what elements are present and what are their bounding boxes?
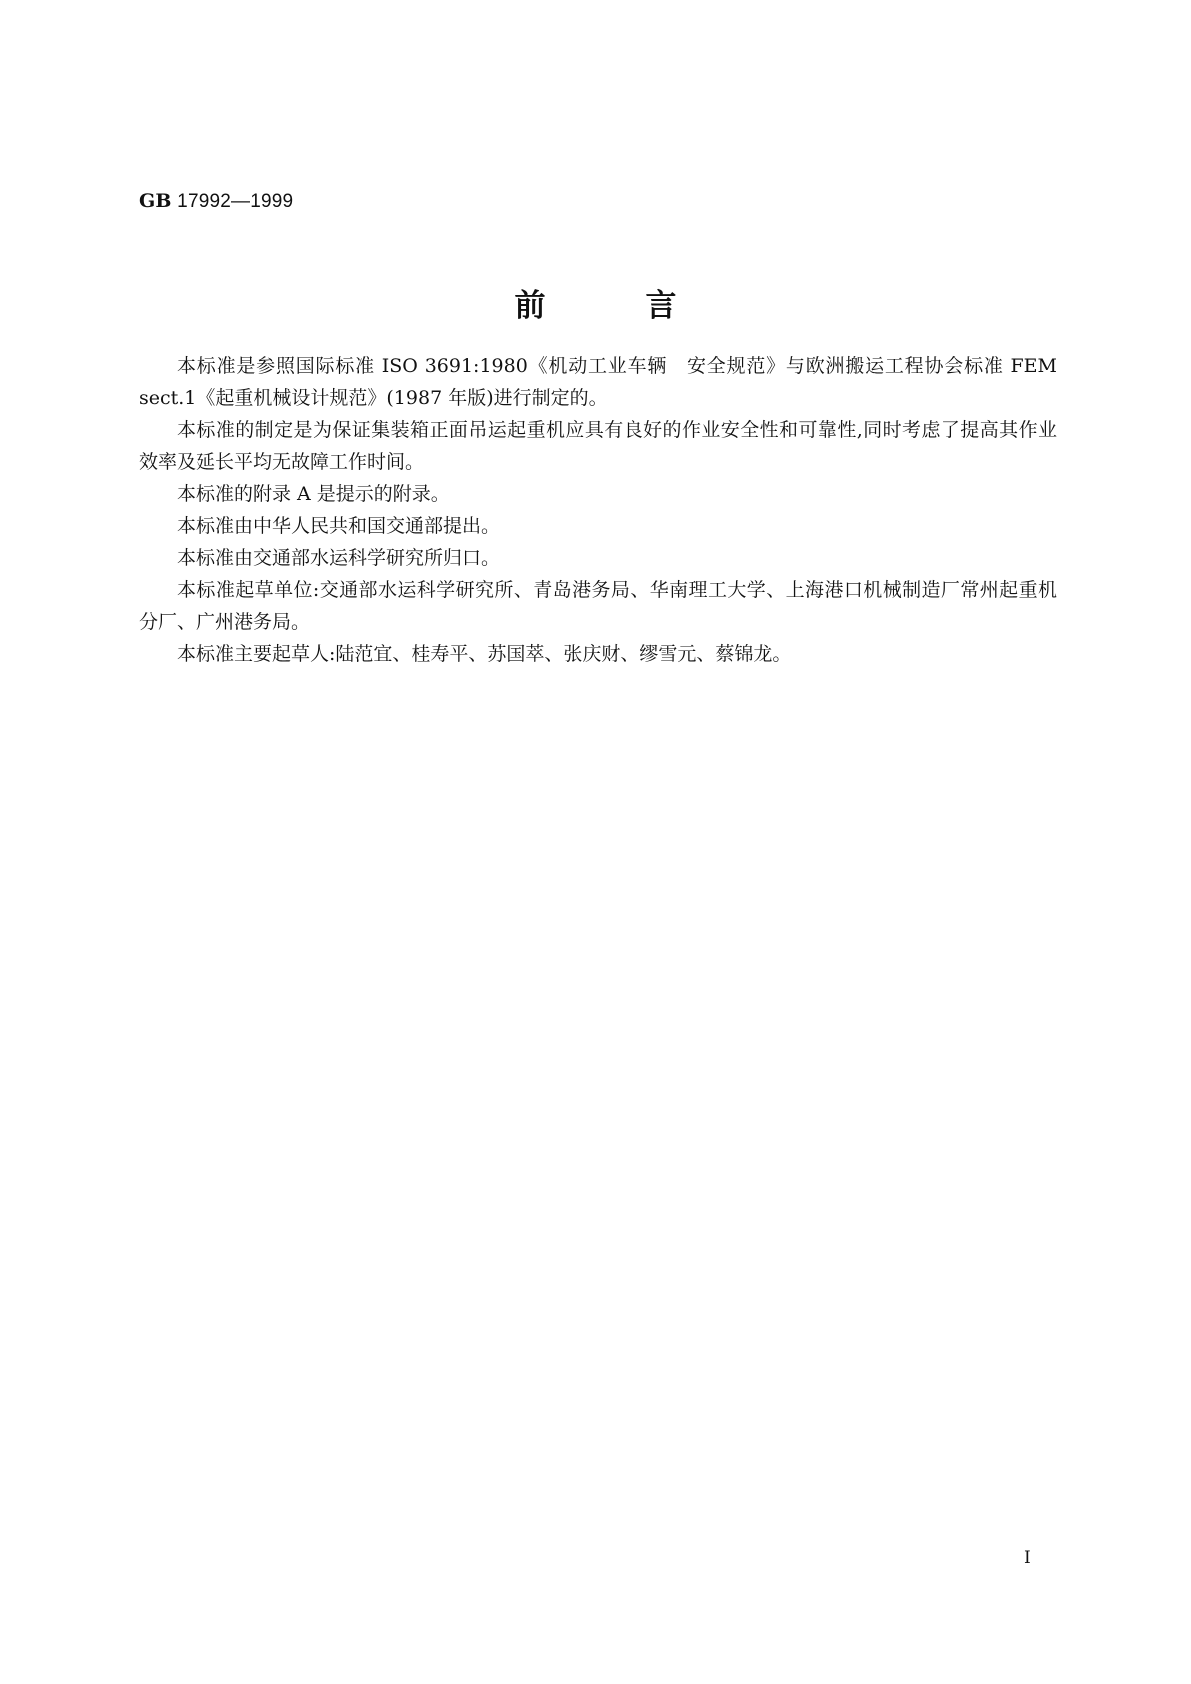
paragraph: 本标准由交通部水运科学研究所归口。: [177, 547, 501, 569]
page-number: I: [1024, 1548, 1031, 1568]
title-char-2: 言: [645, 288, 677, 324]
standard-code: [139, 190, 293, 213]
page-title: [0, 280, 1191, 325]
paragraph: 本标准由中华人民共和国交通部提出。: [177, 515, 501, 537]
paragraph: 本标准的制定是为保证集装箱正面吊运起重机应具有良好的作业安全性和可靠性,同时考虑了提高其作业效率及延长平均无故障工作时间。: [139, 419, 1057, 473]
paragraph: 本标准主要起草人:陆范宜、桂寿平、苏国萃、张庆财、缪雪元、蔡锦龙。: [177, 643, 792, 665]
standard-number: 17992—1999: [177, 191, 294, 212]
foreword-body: [139, 350, 1057, 670]
title-char-1: 前: [514, 288, 546, 324]
standard-prefix: GB: [139, 190, 172, 212]
paragraph: 本标准的附录 A 是提示的附录。: [177, 483, 450, 505]
paragraph: 本标准是参照国际标准 ISO 3691:1980《机动工业车辆 安全规范》与欧洲搬运工程协会标准 FEM sect.1《起重机械设计规范》(1987 年版)进行制定的。: [139, 355, 1057, 409]
paragraph: 本标准起草单位:交通部水运科学研究所、青岛港务局、华南理工大学、上海港口机械制造厂常州起重机分厂、广州港务局。: [139, 579, 1057, 633]
